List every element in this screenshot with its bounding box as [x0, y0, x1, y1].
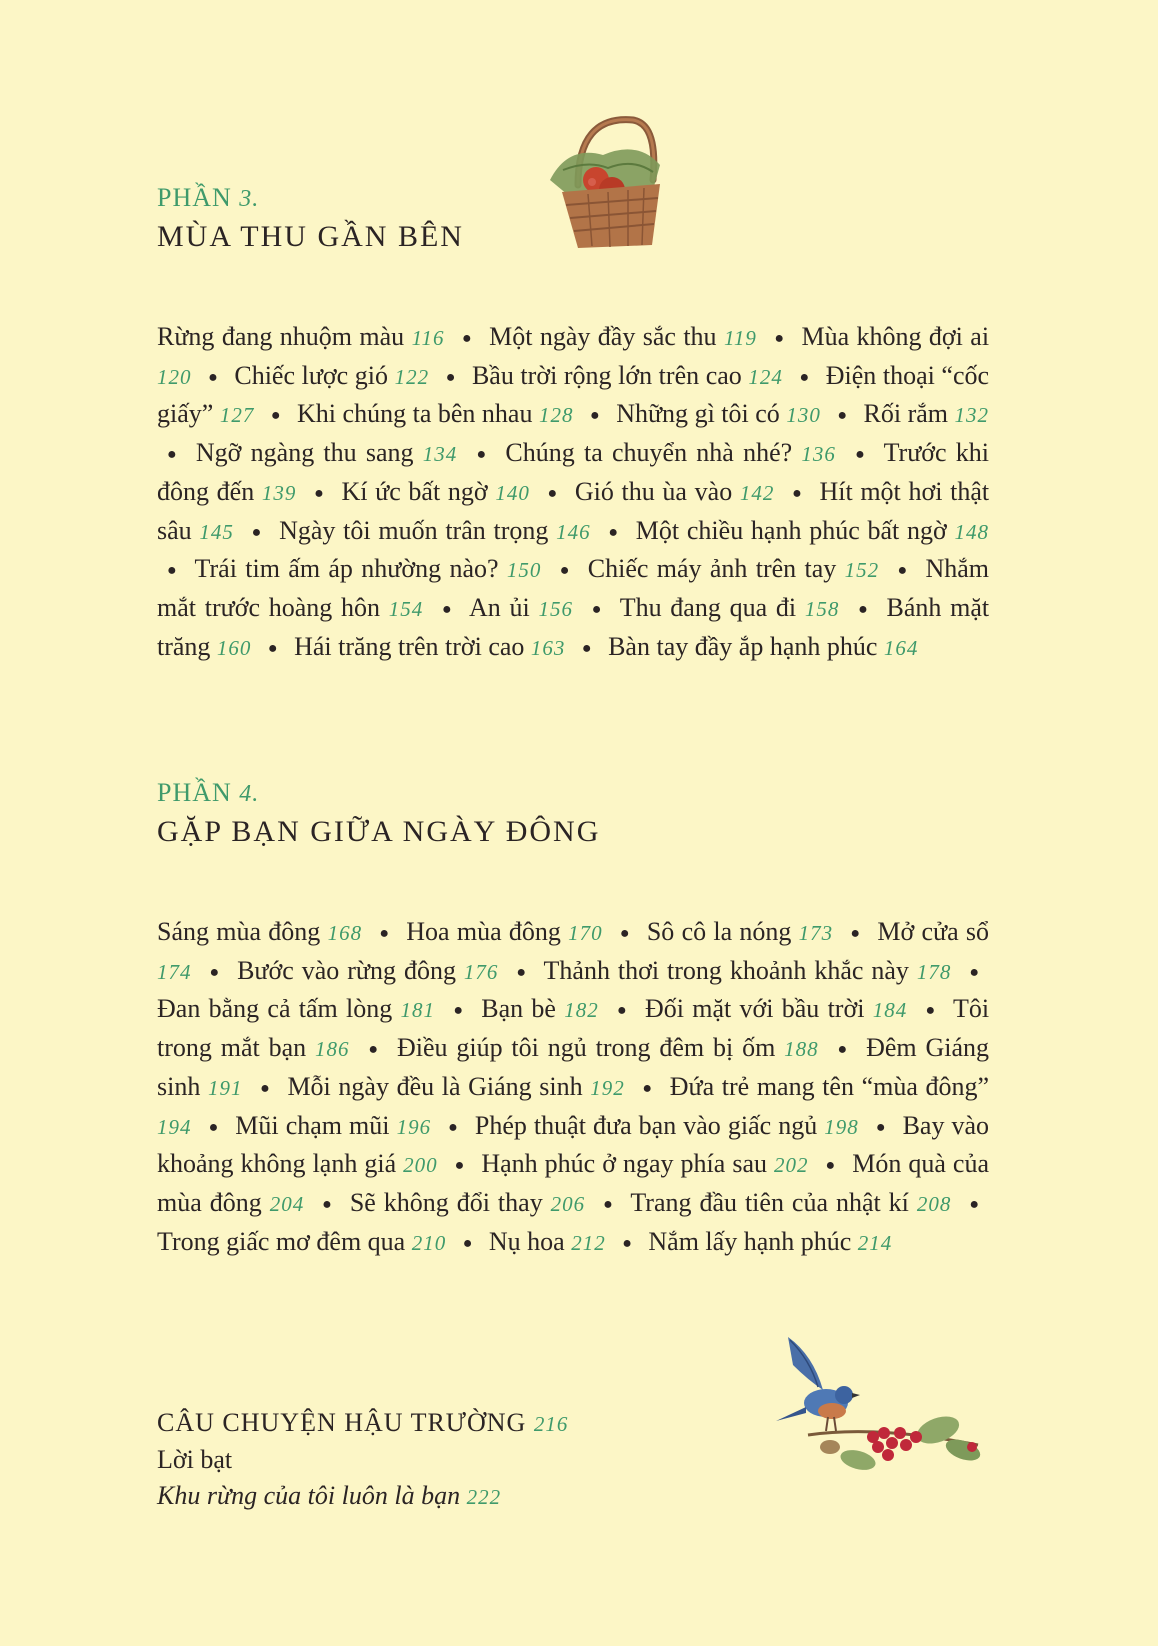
toc-entry-title: Nhắm mắt trước hoàng hôn — [157, 554, 990, 622]
toc-entry-title: Bánh mặt trăng — [157, 592, 990, 661]
page-number: 181 — [400, 998, 436, 1023]
toc-entry — [469, 593, 573, 622]
toc-entry-title: Mùa không đợi ai — [801, 322, 990, 351]
toc-entry-title: Phép thuật đưa bạn vào giấc ngủ — [474, 1110, 818, 1140]
part-4-title: GẶP BẠN GIỮA NGÀY ĐÔNG — [157, 815, 601, 848]
toc-entry-title: Điện thoại “cốc giấy” — [157, 360, 990, 429]
bullet-separator — [268, 631, 278, 668]
toc-entry — [234, 361, 429, 390]
toc-entry — [297, 399, 573, 428]
toc-entry-title: Hít một hơi thật sâu — [157, 476, 990, 545]
toc-entry — [505, 438, 835, 467]
toc-entry-title: Điều giúp tôi ngủ trong đêm bị ốm — [396, 1033, 776, 1063]
toc-entry-title: Thảnh thơi trong khoảnh khắc này — [543, 955, 909, 985]
toc-entry-title: Món quà của mùa đông — [157, 1149, 989, 1217]
page-number: 170 — [568, 921, 603, 945]
bullet-separator — [448, 1110, 458, 1147]
toc-entry-title: Tôi trong mắt bạn — [157, 994, 990, 1063]
behind-the-scenes-title: CÂU CHUYỆN HẬU TRƯỜNG — [157, 1408, 527, 1437]
bullet-separator — [876, 1110, 886, 1147]
bullet-separator — [969, 1187, 979, 1224]
part-4-toc-list — [157, 914, 989, 1262]
bullet-separator — [592, 592, 602, 629]
toc-entry — [864, 399, 990, 428]
behind-the-scenes-entry — [157, 1405, 857, 1442]
bullet-separator — [608, 515, 618, 552]
toc-entry — [196, 438, 457, 467]
toc-entry — [636, 516, 989, 545]
page-number: 119 — [723, 326, 757, 350]
page-number: 174 — [157, 959, 192, 984]
page-number: 216 — [533, 1412, 569, 1436]
page-number: 154 — [388, 596, 424, 621]
bullet-separator — [442, 592, 452, 629]
bullet-separator — [453, 993, 463, 1030]
toc-entry-title: Đứa trẻ mang tên “mùa đông” — [669, 1071, 990, 1101]
page-number: 152 — [844, 558, 880, 583]
bullet-separator — [603, 1187, 613, 1224]
page-number: 184 — [872, 998, 908, 1023]
toc-entry — [397, 1033, 819, 1062]
page-number: 140 — [495, 480, 530, 505]
part-3-toc-list — [157, 319, 989, 667]
bullet-separator — [969, 955, 979, 992]
toc-entry-title: Trái tim ấm áp nhường nào? — [194, 554, 499, 584]
bullet-separator — [167, 437, 177, 474]
bullet-separator — [617, 993, 627, 1030]
toc-entry-title: Rối rắm — [863, 399, 949, 429]
page-number: 132 — [954, 403, 990, 428]
page-number: 146 — [556, 519, 591, 544]
toc-entry-title: Bước vào rừng đông — [237, 955, 456, 985]
bullet-separator — [897, 553, 907, 590]
page-number: 204 — [269, 1191, 305, 1216]
toc-entry-title: Hạnh phúc ở ngay phía sau — [481, 1149, 767, 1179]
toc-entry-title: Chiếc máy ảnh trên tay — [587, 554, 837, 584]
bullet-separator — [314, 476, 324, 513]
part-3-label — [157, 180, 989, 217]
page-number: 136 — [801, 442, 836, 467]
bullet-separator — [167, 553, 177, 590]
bullet-separator — [837, 398, 847, 435]
toc-entry — [235, 1111, 431, 1140]
toc-entry-title: Bầu trời rộng lớn trên cao — [471, 360, 742, 390]
bullet-separator — [926, 993, 936, 1030]
toc-entry-title: Một ngày đầy sắc thu — [489, 322, 717, 351]
toc-entry-title: Trang đầu tiên của nhật kí — [630, 1187, 909, 1217]
toc-entry — [406, 917, 602, 946]
toc-entry-title: Mở cửa sổ — [877, 917, 990, 946]
toc-entry-title: An ủi — [468, 592, 530, 622]
page-number: 127 — [219, 403, 255, 428]
toc-entry-title: Chiếc lược gió — [234, 360, 389, 390]
toc-entry-title: Sẽ không đổi thay — [349, 1187, 543, 1217]
bullet-separator — [260, 1071, 270, 1108]
page-number: 208 — [916, 1191, 952, 1216]
page-number: 214 — [857, 1230, 893, 1255]
bullet-separator — [799, 360, 809, 397]
toc-entry — [237, 956, 498, 985]
page-number: 164 — [883, 635, 919, 660]
toc-entry — [608, 632, 918, 661]
toc-entry — [645, 994, 907, 1023]
toc-entry — [294, 632, 565, 661]
page-number: 198 — [824, 1114, 859, 1139]
page-number: 188 — [784, 1037, 819, 1062]
bullet-separator — [455, 1148, 465, 1185]
part-4-section — [157, 775, 989, 1262]
bullet-separator — [826, 1148, 836, 1185]
page-number: 163 — [530, 635, 566, 660]
bullet-separator — [642, 1071, 652, 1108]
bullet-separator — [208, 360, 218, 397]
toc-entry — [616, 399, 821, 428]
toc-entry-title: Ngỡ ngàng thu sang — [195, 438, 414, 468]
page-number: 191 — [207, 1075, 243, 1100]
bullet-separator — [855, 437, 865, 474]
toc-entry — [472, 361, 783, 390]
toc-entry — [544, 956, 952, 985]
toc-entry-title: Thu đang qua đi — [619, 592, 797, 622]
page-number: 130 — [786, 403, 821, 428]
toc-entry-title: Mỗi ngày đều là Giáng sinh — [287, 1071, 583, 1101]
part-number: 4. — [239, 781, 260, 807]
part-label-text: PHẦN — [157, 183, 232, 212]
page-number: 182 — [564, 998, 599, 1023]
bullet-separator — [590, 398, 600, 435]
bullet-separator — [774, 321, 784, 358]
toc-entry-title: Trước khi đông đến — [157, 438, 990, 506]
bullet-separator — [850, 916, 860, 953]
toc-entry-title: Sô cô la nóng — [646, 917, 792, 946]
toc-entry — [195, 554, 542, 583]
bullet-separator — [622, 1226, 632, 1263]
toc-entry-title: Hái trăng trên trời cao — [294, 631, 525, 661]
page-number: 212 — [571, 1230, 606, 1255]
toc-entry-title: Ngày tôi muốn trân trọng — [279, 515, 549, 545]
part-3-title: MÙA THU GẦN BÊN — [157, 220, 464, 253]
bullet-separator — [252, 515, 262, 552]
toc-entry-title: Gió thu ùa vào — [574, 476, 733, 506]
page-number: 150 — [506, 558, 542, 583]
toc-entry — [341, 477, 529, 506]
page-number: 168 — [327, 921, 363, 945]
page-number: 134 — [422, 442, 458, 467]
bullet-separator — [516, 955, 526, 992]
toc-entry — [588, 554, 879, 583]
page-number: 128 — [538, 403, 574, 428]
toc-entry — [489, 1227, 606, 1256]
bullet-separator — [792, 476, 802, 513]
page-number: 206 — [550, 1191, 586, 1216]
page-number: 202 — [774, 1153, 809, 1178]
part-number: 3. — [239, 186, 260, 212]
part-label-text: PHẦN — [157, 778, 232, 807]
bullet-separator — [463, 1226, 473, 1263]
part-3-section — [157, 180, 989, 667]
toc-entry-title: Kí ức bất ngờ — [341, 476, 488, 506]
toc-entry-title: Nụ hoa — [488, 1226, 565, 1256]
bullet-separator — [548, 476, 558, 513]
toc-entry — [630, 1188, 951, 1217]
bullet-separator — [209, 1110, 219, 1147]
toc-entry — [647, 917, 833, 946]
bullet-separator — [368, 1032, 378, 1069]
toc-entry — [481, 994, 598, 1023]
toc-entry — [475, 1111, 859, 1140]
bullet-separator — [446, 360, 456, 397]
bullet-separator — [582, 631, 592, 668]
toc-entry-title: Bay vào khoảng không lạnh giá — [157, 1110, 990, 1179]
toc-entry — [157, 994, 435, 1023]
page-number: 194 — [157, 1114, 192, 1139]
page-number: 116 — [411, 326, 445, 350]
toc-entry-title: Mũi chạm mũi — [235, 1110, 390, 1140]
toc-entry-title: Hoa mùa đông — [406, 917, 561, 946]
bullet-separator — [209, 955, 219, 992]
toc-entry — [157, 917, 362, 946]
toc-entry-title: Đan bằng cả tấm lòng — [157, 994, 393, 1024]
afterword-label: Lời bạt — [157, 1445, 233, 1474]
toc-entry — [350, 1188, 585, 1217]
toc-entry — [620, 593, 840, 622]
bullet-separator — [838, 1032, 848, 1069]
toc-entry-title: Chúng ta chuyển nhà nhé? — [505, 438, 793, 468]
toc-entry-title: Sáng mùa đông — [157, 917, 321, 946]
backmatter-section — [157, 1405, 857, 1515]
page-number: 210 — [411, 1230, 447, 1255]
page-number: 196 — [396, 1114, 432, 1139]
page-number: 124 — [748, 364, 783, 389]
bullet-separator — [858, 592, 868, 629]
toc-entry-title: Đêm Giáng sinh — [157, 1033, 990, 1101]
page-number: 120 — [157, 364, 192, 389]
page-number: 176 — [463, 959, 499, 984]
toc-entry-title: Một chiều hạnh phúc bất ngờ — [635, 515, 947, 545]
page-number: 192 — [590, 1075, 625, 1100]
page-number: 148 — [954, 519, 990, 544]
page-number: 156 — [538, 596, 573, 621]
toc-entry — [481, 1149, 808, 1178]
toc-entry-title: Những gì tôi có — [616, 399, 780, 429]
page-number: 139 — [261, 480, 297, 505]
toc-entry — [157, 1227, 446, 1256]
toc-entry-title: Khi chúng ta bên nhau — [297, 399, 533, 429]
bullet-separator — [620, 916, 630, 953]
page-number: 142 — [739, 480, 775, 505]
toc-entry-title: Bạn bè — [481, 994, 556, 1024]
toc-entry — [575, 477, 775, 506]
bullet-separator — [379, 916, 389, 953]
page-number: 122 — [394, 364, 430, 389]
bullet-separator — [477, 437, 487, 474]
part-4-label — [157, 775, 989, 812]
toc-entry — [157, 322, 445, 351]
page-number: 222 — [466, 1485, 502, 1509]
toc-entry-title: Bàn tay đầy ắp hạnh phúc — [608, 631, 878, 661]
toc-entry — [489, 322, 757, 351]
page-number: 160 — [216, 635, 252, 660]
page-number: 200 — [403, 1153, 438, 1178]
afterword-title: Khu rừng của tôi luôn là bạn — [157, 1481, 461, 1510]
toc-entry-title: Rừng đang nhuộm màu — [157, 322, 405, 351]
page-number: 178 — [916, 959, 952, 984]
toc-entry — [287, 1072, 624, 1101]
bullet-separator — [462, 321, 472, 358]
page-number: 173 — [798, 921, 834, 945]
toc-entry-title: Nắm lấy hạnh phúc — [648, 1226, 852, 1256]
page-number: 145 — [199, 519, 234, 544]
toc-entry-title: Đối mặt với bầu trời — [644, 994, 865, 1024]
toc-entry-title: Trong giấc mơ đêm qua — [157, 1226, 406, 1256]
bullet-separator — [560, 553, 570, 590]
toc-entry — [648, 1227, 892, 1256]
page-number: 186 — [315, 1037, 350, 1062]
page-number: 158 — [804, 596, 840, 621]
afterword-entry — [157, 1478, 857, 1515]
toc-entry — [279, 516, 591, 545]
bullet-separator — [322, 1187, 332, 1224]
bullet-separator — [271, 398, 281, 435]
